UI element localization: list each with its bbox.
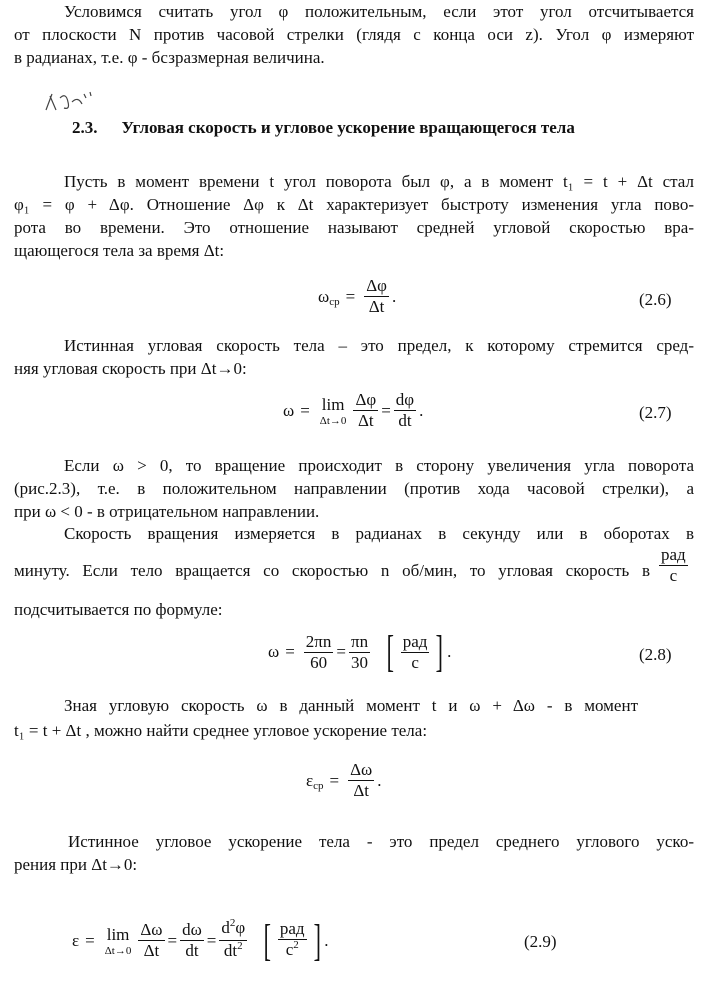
equation-number: (2.8): [639, 645, 672, 664]
text-line: Пусть в момент времени t угол поворота был φ, а в момент t₁ = t + Δt стал: [64, 172, 694, 191]
fraction: [180, 920, 204, 961]
text-line: Скорость вращения измеряется в радианах в секунду или в оборотах в: [64, 524, 694, 543]
fraction: [349, 632, 370, 673]
section-heading: [72, 118, 575, 138]
text-line: Истинная угловая скорость тела – это предел, к которому стремится сред-: [64, 336, 694, 355]
fraction-numerator: рад: [279, 919, 305, 938]
limit-word: lim: [321, 394, 345, 414]
fraction: [348, 760, 374, 801]
fraction-denominator: [222, 941, 245, 963]
eq-symbol: ω: [318, 286, 330, 306]
fraction-numerator: Δφ: [355, 390, 377, 409]
paragraph-7: [14, 830, 694, 876]
fraction-denominator: Δt: [353, 781, 370, 800]
fraction-denominator: dt: [185, 941, 199, 960]
fraction-numerator: Δω: [350, 760, 373, 779]
fraction: [304, 632, 334, 673]
superscript: 2: [229, 917, 236, 929]
equation-2-7: ω = lim Δt→0 $\frac{\Delta\varphi}{\Delta t}$ = $\frac{d\varphi}{dt}$ .: [283, 390, 424, 430]
text-line: Условимся считать угол φ положительным, если этот угол отсчитывается: [64, 2, 694, 21]
unit-fraction: [278, 919, 307, 962]
fraction: [353, 390, 378, 431]
superscript: 2: [237, 940, 243, 952]
equation-number: (2.7): [639, 403, 672, 422]
limit: [320, 395, 347, 427]
text-line: минуту. Если тело вращается со скоростью n об/мин, то угловая скорость в: [14, 561, 650, 580]
fraction-denominator: Δt: [143, 941, 160, 960]
fraction-denominator: 30: [351, 652, 369, 672]
fraction-numerator: πn: [350, 631, 369, 651]
equation-number: (2.6): [639, 290, 672, 309]
unit-denominator: с: [285, 940, 294, 959]
fraction-denominator: Δt: [368, 297, 385, 316]
limit-word: lim: [106, 924, 130, 944]
text-line: рения при Δt→0:: [14, 855, 138, 874]
fraction-denominator: 60: [310, 652, 328, 672]
phi-symbol: φ: [235, 918, 246, 937]
text-line: при ω < 0 - в отрицательном направлении.: [14, 502, 320, 521]
section-number: 2.3.: [72, 118, 98, 137]
eq-subscript: ср: [329, 295, 340, 308]
text-line: няя угловая скорость при Δt→0:: [14, 359, 247, 378]
fraction: [219, 918, 247, 963]
unit-fraction: [401, 632, 430, 673]
text-line: Зная угловую скорость ω в данный момент t и ω + Δω - в момент: [64, 696, 638, 715]
equation-2-6: ω ср = $\frac{\Delta\varphi}{\Delta t}$ .: [318, 276, 397, 316]
fraction-numerator: [219, 918, 247, 940]
eq-end: .: [447, 642, 452, 661]
fraction-numerator: dφ: [395, 390, 415, 409]
limit: [105, 925, 132, 957]
fraction-numerator: рад: [402, 631, 428, 651]
unit-fraction: [659, 545, 688, 586]
d-symbol: d: [221, 918, 230, 937]
superscript: 2: [293, 939, 299, 951]
eq-symbol: ε: [72, 930, 80, 950]
text-line: Истинное угловое ускорение тела - это предел среднего углового уско-: [68, 832, 694, 851]
text-line: Если ω > 0, то вращение происходит в сторону увеличения угла поворота: [64, 456, 694, 475]
text-line: щающегося тела за время Δt:: [14, 241, 225, 260]
fraction-denominator: с: [411, 652, 419, 672]
unit-bracket: [ $\frac{\text{рад}}{с}$ ]: [386, 627, 444, 676]
fraction-numerator: dω: [182, 920, 202, 939]
fraction-numerator: рад: [661, 545, 686, 564]
text-line: от плоскости N против часовой стрелки (глядя с конца оси z). Угол φ измеряют: [14, 25, 694, 44]
fraction: [394, 390, 416, 431]
eq-symbol: ε: [306, 770, 314, 790]
equation-mean-acceleration: ε ср = $\frac{\Delta\omega}{\Delta t}$ .: [306, 760, 382, 800]
paragraph-6: [14, 694, 638, 742]
paragraph-2: [14, 170, 694, 262]
paragraph-5-end: [14, 598, 694, 621]
paragraph-4: [14, 454, 694, 523]
limit-subscript: Δt→0: [319, 414, 347, 427]
unit-bracket: [ $\frac{\text{рад}}{с^2}$ ]: [263, 915, 321, 965]
paragraph-1: [14, 0, 694, 69]
fraction-denominator: [284, 940, 301, 962]
fraction-numerator: Δω: [140, 920, 163, 939]
text-line: подсчитывается по формуле:: [14, 600, 223, 619]
paragraph-3: [14, 334, 694, 380]
eq-end: .: [419, 400, 424, 420]
equation-number: (2.9): [524, 932, 557, 951]
fraction-denominator: Δt: [357, 411, 374, 430]
paragraph-5: [14, 522, 694, 582]
fraction-numerator: 2πn: [305, 631, 332, 651]
equation-2-9: ε = lim Δt→0 $\frac{\Delta\omega}{\Delta t}$ = $\frac{d\omega}{dt}$ = $\frac{d^2\varphi}{dt^2}$ [ $\frac{\text{рад}}{с^2}$ ] .: [72, 915, 329, 965]
text-line: в радианах, т.е. φ - бсзразмерная величина.: [14, 48, 325, 67]
fraction-denominator: с: [669, 566, 678, 585]
eq-end: .: [324, 930, 329, 950]
fraction-numerator: Δφ: [366, 276, 387, 295]
eq-end: .: [391, 286, 397, 306]
section-title: Угловая скорость и угловое ускорение вращающегося тела: [121, 118, 575, 137]
fraction: [138, 920, 164, 961]
eq-symbol: ω: [283, 400, 295, 420]
text-line: (рис.2.3), т.е. в положительном направлении (против хода часовой стрелки), а: [14, 479, 694, 498]
eq-end: .: [377, 770, 382, 790]
eq-subscript: ср: [313, 779, 324, 792]
fraction: [364, 276, 389, 317]
text-line: t₁ = t + Δt , можно найти среднее угловое ускорение тела:: [14, 721, 428, 740]
text-line: рота во времени. Это отношение называют средней угловой скоростью вра-: [14, 218, 694, 237]
dt-symbol: dt: [223, 941, 238, 960]
text-line: φ₁ = φ + Δφ. Отношение Δφ к Δt характеризует быстроту изменения угла пово-: [14, 195, 694, 214]
equation-2-8: ω = $\frac{2\pi n}{60}$ = $\frac{\pi n}{30}$ [ $\frac{\text{рад}}{с}$ ] .: [268, 627, 452, 676]
eq-symbol: ω: [268, 642, 280, 661]
handwritten-mark: [38, 88, 118, 118]
fraction-denominator: dt: [398, 411, 412, 430]
limit-subscript: Δt→0: [104, 944, 132, 957]
